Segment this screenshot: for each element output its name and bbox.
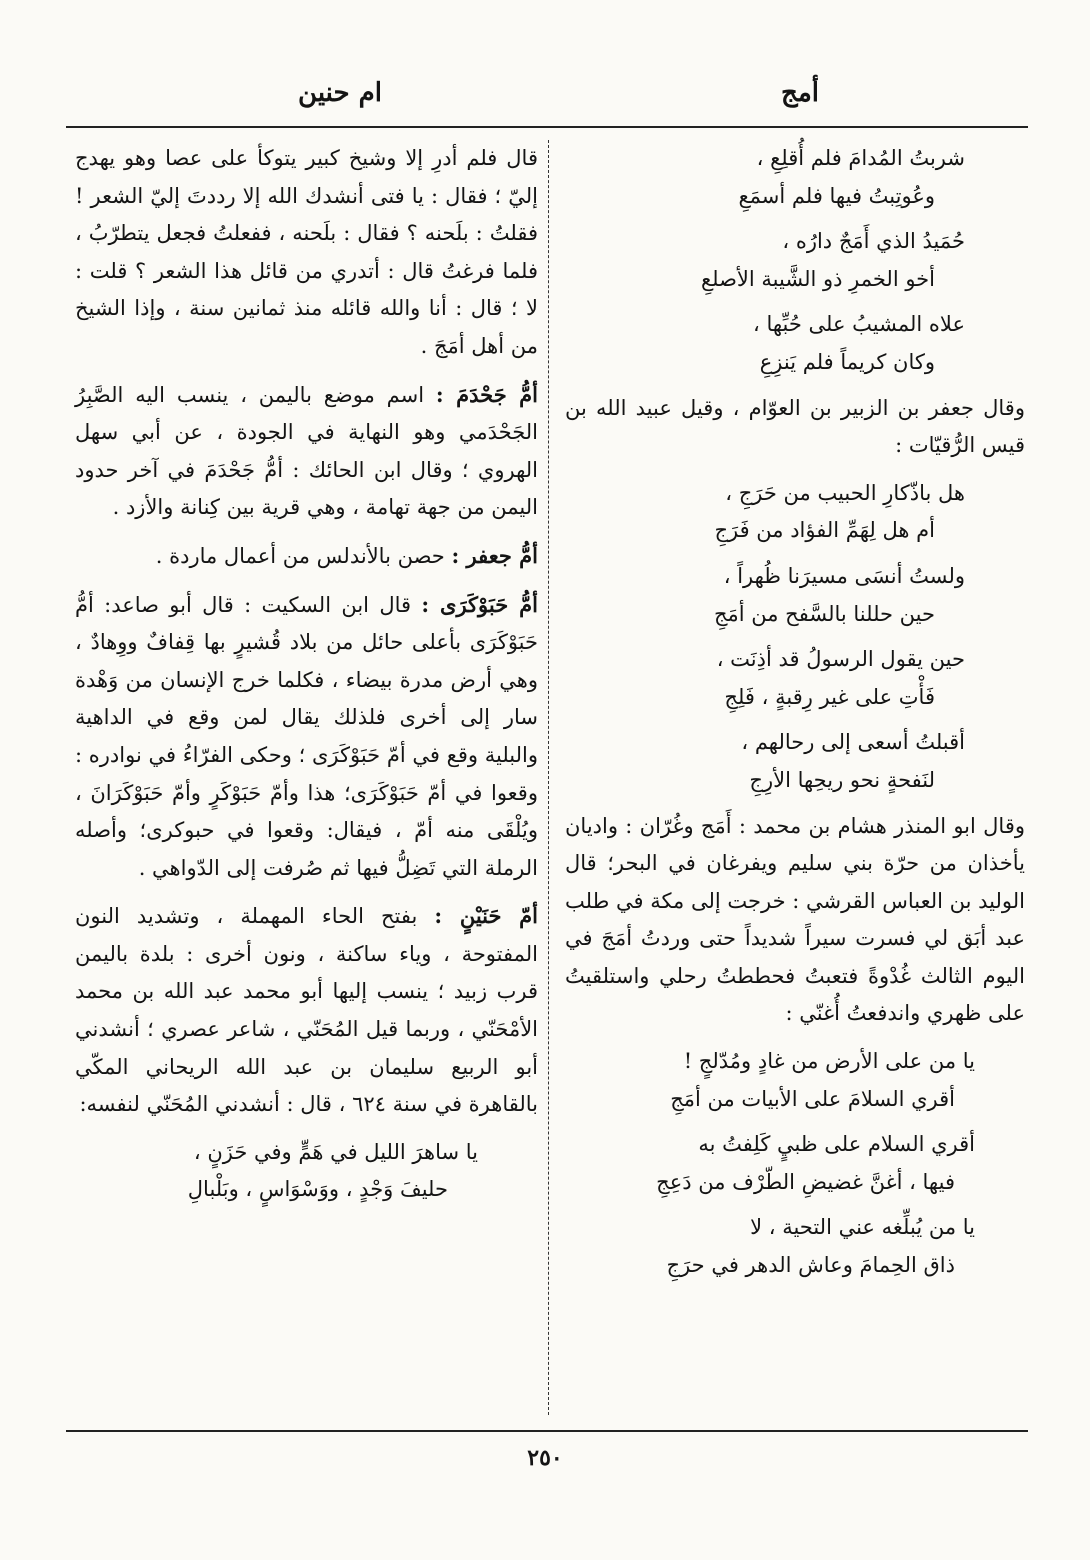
entry-umm-jahdam [75,376,538,527]
poem-block [565,1043,1025,1285]
footer-rule [66,1430,1028,1432]
entry-body: اسم موضع باليمن ، ينسب اليه الصَّبِرُ الجَحْدَمي وهو النهاية في الجودة ، عن أبي سهل الهروي ؛ وقال ابن الحائك : أمُّ جَحْدَمَ في آخر حدود اليمن من جهة تهامة ، وهي قرية بين كِنانة والأزد . [75,382,538,520]
verse-line: أقري السلام على ظبيٍ كَلِفتُ به [698,1132,975,1157]
left-column [75,140,538,1217]
prose-paragraph: وقال ابو المنذر هشام بن محمد : أَمَج وغُرّان : واديان يأخذان من حرّة بني سليم ويفرغان في البحر؛ قال الوليد بن العباس القرشي : خرجت إلى مكة في طلب عبد أبَق لي فسرت سيراً شديداً حتى وردتُ أمَجَ في اليوم الثالث غُدْوةً فتعبتُ فحططتُ رحلي واستلقيتُ على ظهري واندفعتُ أُغنّي : [565,813,1025,1026]
entry-umm-habawkara [75,586,538,888]
verse-line: يا من يُبلِّغه عني التحية ، لا [750,1215,975,1240]
verse-line: فيها ، أغنَّ غضيضِ الطّرْف من دَعِجِ [656,1169,955,1194]
running-header-left: ام حنين [298,78,382,108]
prose-paragraph: قال فلم أدرِ إلا وشيخ كبير يتوكأ على عصا وهو يهدج إليّ ؛ فقال : يا فتى أنشدك الله إلا رددتَ إليّ الشعر ! فقلتُ : بلَحنه ؟ فقال : بلَحنه ، ففعلتُ فجعل يتطرّبُ ، فلما فرغتُ قال : أتدري من قائل هذا الشعر ؟ قلت : لا ؛ قال : أنا والله قائله منذ ثمانين سنة ، وإذا الشيخ من أهل أمَجَ . [75,146,538,358]
running-header-right: أمج [781,78,819,108]
entry-body: بفتح الحاء المهملة ، وتشديد النون المفتوحة ، وياء ساكنة ، ونون أخرى : بلدة باليمن قرب زبيد ؛ ينسب إليها أبو محمد عبد الله بن محمد الأمْحَنّي ، وربما قيل المُحَنّي ، شاعر عصري ؛ أنشدني أبو الربيع سليمان بن عبد الله الريحاني المكّي بالقاهرة في سنة ٦٢٤ ، قال : أنشدني المُحَنّي لنفسه: [75,904,538,1117]
verse-line: يا من على الأرض من غادٍ ومُدّلجٍ ! [683,1049,975,1074]
entry-headword: أمُّ حَبَوْكَرَى : [421,591,538,617]
verse-line: أقري السلامَ على الأبيات من أمَجِ [670,1086,955,1111]
entry-umm-hanayn [75,897,538,1124]
entry-body: حصن بالأندلس من أعمال ماردة . [155,543,445,568]
verse-line: أخو الخمرِ ذو الشَّيبة الأصلعِ [700,266,935,291]
verse-line: أم هل لِهَمِّ الفؤاد من فَرَجِ [714,518,935,543]
verse-line: أقبلتُ أسعى إلى رحالهم ، [741,730,965,755]
verse-line: فَأْتِ على غير رِقبةٍ ، فَلِجِ [724,684,935,709]
poem-block [565,475,1025,800]
entry-body: قال ابن السكيت : قال أبو صاعد: أمُّ حَبَوْكَرَى بأعلى حائل من بلاد قُشيرٍ بها قِفافٌ ووِهادٌ ، وهي أرض مدرة بيضاء ، فكلما خرج الإنسان من وَهْدة سار إلى أخرى فلذلك يقال لمن وقع في الداهية والبلية وقع في أمّ حَبَوْكَرَى ؛ وحكى الفرّاءُ في نوادره : وقعوا في أمّ حَبَوْكَرَى؛ هذا وأمّ حَبَوْكَرٍ وأمّ حَبَوْكَرَانَ ، ويُلْقَى منه أمّ ، فيقال: وقعوا في حبوكرى؛ وأصله الرملة التي تَضِلُّ فيها ثم صُرفت إلى الدّواهي . [75,592,538,880]
entry-headword: أمُّ جعفر : [451,542,538,568]
poem-block [75,1134,538,1209]
prose-paragraph: وقال جعفر بن الزبير بن العوّام ، وقيل عبيد الله بن قيس الرُّقيّات : [565,395,1025,458]
verse-line: حُمَيدُ الذي أَمَجٌ دارُه ، [782,229,965,254]
verse-line: هل باذّكارِ الحبيب من حَرَجِ ، [725,480,965,505]
verse-line: شربتُ المُدامَ فلم أُقلِعِ ، [756,146,965,170]
verse-line: وعُوتِبتُ فيها فلم أسمَعِ [738,183,935,208]
right-column [565,140,1025,1293]
header-rule [66,126,1028,128]
entry-headword: أمُّ جَحْدَمَ : [435,381,538,407]
verse-line: حين يقول الرسولُ قد أذِنَت ، [716,647,965,672]
verse-line: حليفَ وَجْدٍ ، ووَسْوَاسٍ ، وبَلْبالِ [187,1177,448,1202]
poem-block [565,140,1025,382]
verse-line: ذاق الحِمامَ وعاش الدهر في حرَجِ [666,1253,955,1278]
entry-headword: أمّ حَنَيْنٍ : [434,903,538,929]
verse-line: يا ساهرَ الليل في هَمٍّ وفي حَزَنٍ ، [193,1139,478,1164]
entry-umm-jafar [75,537,538,576]
page-number: ٢٥٠ [527,1445,563,1471]
verse-line: حين حللنا بالسَّفح من أمَجِ [713,601,935,626]
verse-line: ولستُ أنسَى مسيرَنا ظُهراً ، [723,563,965,588]
column-divider [548,140,549,1415]
verse-line: علاه المشيبُ على حُبِّها ، [753,312,965,337]
verse-line: وكان كريماً فلم يَنزِعِ [759,349,935,374]
verse-line: لنَفحةٍ نحو ريحِها الأرِجِ [749,767,935,792]
